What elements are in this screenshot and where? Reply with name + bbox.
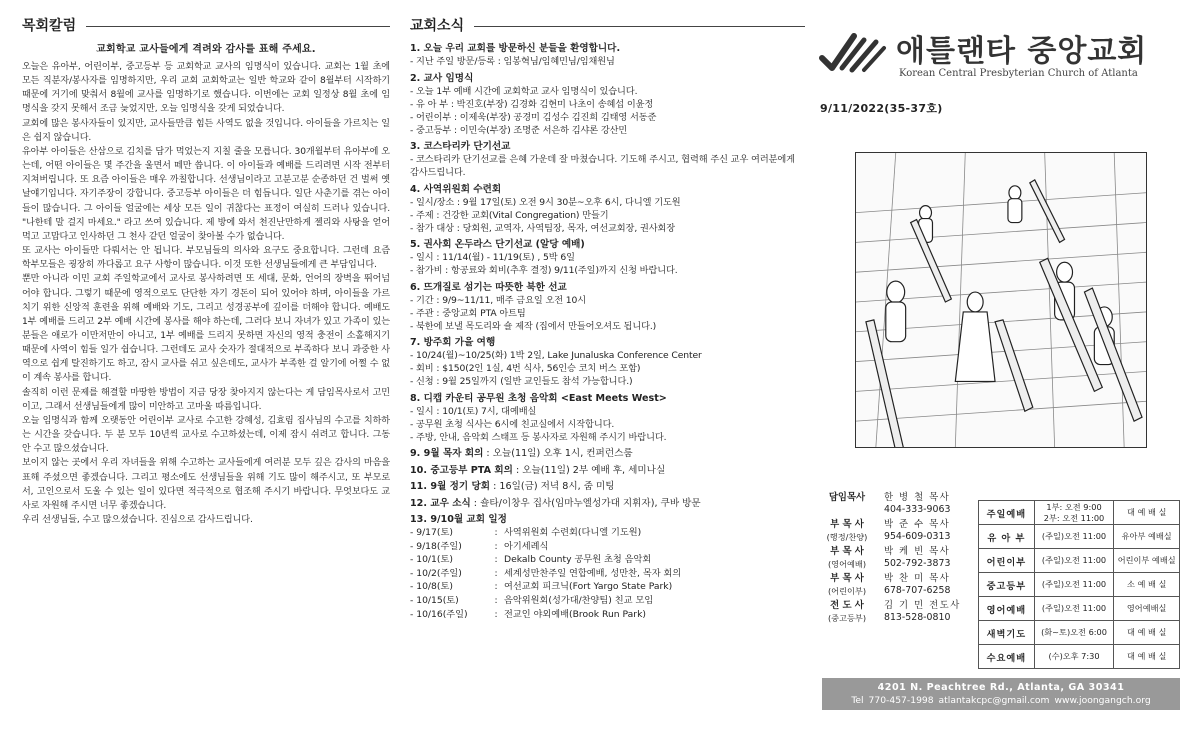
worship-place: 영어예배실 (1114, 597, 1180, 621)
news-item-line: - 공무원 초청 식사는 6시에 친교실에서 시작합니다. (410, 418, 615, 430)
schedule-event: 음악위원회(성가대/찬양팀) 친교 모임 (504, 594, 654, 606)
news-item-title: 2. 교사 임명식 (410, 72, 474, 84)
staff-role (818, 600, 876, 624)
staff-role-title: 담임목사 (828, 492, 866, 503)
staff-role-title: 부 목 사 (830, 546, 864, 557)
worship-time: (수)오후 7:30 (1034, 645, 1114, 669)
staff-role-title: 부 목 사 (830, 519, 864, 530)
worship-row (979, 525, 1180, 549)
staff-entry (818, 546, 968, 570)
news-item-line: - 주방, 안내, 음악회 스태프 등 봉사자로 자원해 주시기 바랍니다. (410, 431, 667, 443)
staff-contact (876, 519, 950, 543)
news-item-title: 5. 권사회 온두라스 단기선교 (알당 예배) (410, 239, 585, 250)
news-item-title (410, 480, 805, 493)
worship-place: 유아부 예배실 (1114, 525, 1180, 549)
worship-row (979, 645, 1180, 669)
news-item-title (410, 497, 805, 510)
news-item (410, 140, 805, 179)
news-item-line: - 일시 : 11/14(월) - 11/19(토) , 5박 6일 (410, 252, 575, 263)
staff-name: 박 찬 미 목사 (884, 573, 951, 584)
article-paragraph: 교회에 많은 봉사자들이 있지만, 교사들만큼 힘든 사역도 없을 것입니다. 아이들을 가르치는 일은 쉽지 않습니다. (22, 118, 390, 143)
article-title: 교회학교 교사들에게 격려와 감사를 표해 주세요. (96, 44, 316, 55)
news-item-line: - 어린이부 : 이제욱(부장) 공경미 김성수 김진희 김태영 서동준 (410, 111, 657, 123)
news-item-title-text: 10. 중고등부 PTA 회의 (410, 464, 513, 476)
news-item (410, 497, 805, 510)
schedule-separator: : (494, 594, 498, 606)
staff-contact (876, 492, 950, 516)
pastoral-column-heading: 목회칼럼 (22, 18, 77, 34)
staff-role-title: 부 목 사 (830, 573, 864, 584)
worship-name: 어린이부 (979, 549, 1035, 573)
schedule-row (410, 567, 681, 581)
phone-number: Tel 770-457-1998 (851, 695, 934, 706)
news-item (410, 447, 805, 460)
news-item-line: - 참가비 : 항공료와 회비(추후 결정) 9/11(주일)까지 신청 바랍니다. (410, 265, 678, 276)
staff-entry (818, 519, 968, 543)
staff-contact (876, 600, 961, 624)
staff-role-title: 전 도 사 (830, 600, 864, 611)
news-item (410, 480, 805, 493)
staff-name: 한 병 철 목사 (884, 492, 951, 503)
schedule-date: - 10/1(토) (410, 554, 453, 566)
worship-name: 중고등부 (979, 573, 1035, 597)
news-item-line: - 오늘 1부 예배 시간에 교회학교 교사 임명식이 있습니다. (410, 85, 638, 97)
staff-name: 김 기 민 전도사 (884, 600, 961, 611)
staff-phone: 678-707-6258 (884, 585, 951, 596)
footer-contact-bar (822, 678, 1180, 710)
staff-phone: 954-609-0313 (884, 531, 951, 542)
news-item (410, 42, 805, 68)
church-schedule-table (410, 526, 681, 621)
section-heading (22, 14, 390, 36)
news-item (410, 183, 805, 235)
worship-schedule-table (978, 500, 1180, 669)
schedule-event: 여선교회 피크닉(Fort Yargo State Park) (504, 581, 673, 593)
news-item-line: - 유 아 부 : 박진호(부장) 김경화 김현미 나초이 송혜섭 이윤정 (410, 98, 654, 110)
email-link[interactable]: atlantakcpc@gmail.com (938, 695, 1050, 706)
article-paragraph: 오늘 임명식과 함께 오랫동안 어린이부 교사로 수고한 강혜성, 김효림 집사님의 수고를 치하하는 시간을 갖습니다. 두 분 모두 10년씩 교사로 수고하셨는데, 이제 잠시 쉬려고 합니다. 그동안 수고 많으셨습니다. (22, 415, 390, 455)
worship-place: 대 예 배 실 (1114, 621, 1180, 645)
article-paragraph: 우리 선생님들, 수고 많으셨습니다. 진심으로 감사드립니다. (22, 515, 253, 525)
worship-place: 소 예 배 실 (1114, 573, 1180, 597)
staff-role-dept: (행정/찬양) (826, 532, 868, 542)
worship-row (979, 621, 1180, 645)
news-item-title: 3. 코스타리카 단기선교 (410, 141, 511, 152)
worship-row (979, 573, 1180, 597)
schedule-date: - 9/18(주일) (410, 540, 462, 552)
worship-time: (주일)오전 11:00 (1034, 549, 1114, 573)
news-item-line: - 신청 : 9월 25일까지 (일반 교인들도 참석 가능합니다.) (410, 376, 633, 387)
worship-name: 주일예배 (979, 501, 1035, 525)
worship-time: (주일)오전 11:00 (1034, 597, 1114, 621)
church-name-english: Korean Central Presbyterian Church of Atlanta (899, 68, 1138, 79)
schedule-event: 아기세례식 (504, 540, 549, 552)
news-item (410, 513, 805, 621)
section-heading (410, 14, 805, 36)
news-item-title (410, 447, 805, 460)
news-item-title: 7. 방주회 가을 여행 (410, 337, 496, 348)
worship-time: (주일)오전 11:00 (1034, 573, 1114, 597)
schedule-separator: : (494, 540, 498, 552)
article-paragraph: 보이지 않는 곳에서 우리 자녀들을 위해 수고하는 교사들에게 여러분 모두 깊은 감사의 마음을 표해 주셨으면 좋겠습니다. 그리고 평소에도 선생님들을 위해 기도 많이 해주시고, 또 부모로서, 고인으로서 도울 수 있는 일이 있다면 적극적으로 협조해 주시기 바랍니다. 무엇보다도 교사로 자원해 주시면 너무 좋겠습니다. (22, 458, 390, 511)
article-paragraph: 또 교사는 아이들만 다뤄서는 안 됩니다. 부모님들의 의사와 요구도 중요합니다. 그런데 요즘 학부모들은 굉장히 까다롭고 요구 사항이 많습니다. 이것 또한 선생님들에게 큰 부담입니다. (22, 246, 390, 271)
staff-role-dept: (중고등부) (827, 613, 867, 623)
contact-line (822, 695, 1180, 707)
article-paragraph: 솔직히 이런 문제를 해결할 마땅한 방법이 지금 당장 찾아지지 않는다는 게 담임목사로서 고민이고, 그래서 선생님들에게 많이 미안하고 고마울 따름입니다. (22, 387, 390, 412)
website-link[interactable]: www.joongangch.org (1054, 695, 1151, 706)
news-item-title: 13. 9/10월 교회 일정 (410, 514, 507, 525)
news-item-title (410, 464, 805, 477)
schedule-date: - 10/16(주일) (410, 608, 468, 620)
cartoon-pencils (866, 180, 1142, 447)
news-list (410, 42, 805, 621)
news-item-line: - 10/24(월)~10/25(화) 1박 2일, Lake Junaluska Conference Center (410, 350, 702, 361)
pastoral-column (22, 14, 390, 527)
staff-phone: 813-528-0810 (884, 612, 951, 623)
news-item (410, 464, 805, 477)
article-paragraph: 오늘은 유아부, 어린이부, 중고등부 등 교회학교 교사의 임명식이 있습니다. 교회는 1월 초에 모든 직분자/봉사자를 임명하지만, 우리 교회 교회학교는 일반 학교와 같이 8월부터 시작하기 때문에 거기에 맞춰서 8월에 교사를 임명하기로 했습니다. 이번에는 교회 일정상 8월 초에 임명식을 갖지 못해서 조금 늦었지만, 오늘 임명식을 갖게 되었습니다. (22, 62, 390, 115)
worship-time-line: 2부: 오전 11:00 (1043, 512, 1105, 523)
church-name: 애틀랜타 중앙교회 (896, 34, 1148, 69)
news-item-detail: : 숄타/이창우 집사(임마누엘성가대 지휘자), 쿠바 방문 (470, 497, 701, 509)
news-item (410, 392, 805, 444)
news-item-title: 1. 오늘 우리 교회를 방문하신 분들을 환영합니다. (410, 43, 621, 54)
staff-role (818, 519, 876, 543)
news-item (410, 238, 805, 277)
news-item-title: 4. 사역위원회 수련회 (410, 183, 502, 195)
church-news-column (410, 14, 805, 625)
cartoon-illustration (855, 152, 1147, 448)
staff-role-dept: (영어예배) (827, 559, 867, 569)
schedule-event: 사역위원회 수련회(다니엘 기도원) (504, 527, 642, 538)
news-item-line: - 주제 : 건강한 교회(Vital Congregation) 만들기 (410, 209, 609, 221)
staff-contact (876, 546, 950, 570)
worship-place: 어린이부 예배실 (1114, 549, 1180, 573)
schedule-row (410, 580, 681, 594)
staff-name: 박 케 빈 목사 (884, 546, 951, 557)
schedule-row (410, 553, 681, 567)
news-item-title-text: 9. 9월 목자 회의 (410, 448, 484, 459)
staff-phone: 502-792-3873 (884, 558, 951, 569)
news-item (410, 281, 805, 333)
news-item-detail: : 오늘(11일) 오후 1시, 컨퍼런스룸 (483, 448, 633, 459)
schedule-event: 전교인 야외예배(Brook Run Park) (504, 608, 646, 620)
worship-row (979, 549, 1180, 573)
news-item-title: 8. 디캡 카운티 공무원 초청 음악회 <East Meets West> (410, 392, 667, 404)
issue-date: 9/11/2022(35-37호) (820, 102, 943, 115)
schedule-separator: : (494, 567, 498, 579)
worship-place: 대 예 배 실 (1114, 501, 1180, 525)
worship-time-line: 1부: 오전 9:00 (1046, 501, 1102, 512)
news-item-line: - 일시/장소 : 9월 17일(토) 오전 9시 30분~오후 6시, 다니엘 기도원 (410, 196, 681, 208)
schedule-separator: : (494, 554, 498, 566)
news-item-line: - 일시 : 10/1(토) 7시, 대예배실 (410, 405, 537, 417)
news-item-title-text: 12. 교우 소식 (410, 497, 471, 509)
news-item (410, 336, 805, 388)
staff-directory (818, 492, 968, 627)
worship-name: 영어예배 (979, 597, 1035, 621)
news-item-line: - 지난 주일 방문/등록 : 임봉혁님/임혜민님/임채원님 (410, 56, 615, 67)
staff-role (818, 492, 876, 516)
news-item-line: - 회비 : $150(2인 1실, 4번 식사, 56인승 코치 버스 포함) (410, 363, 641, 374)
schedule-date: - 9/17(토) (410, 527, 453, 538)
news-item-line: - 주관 : 중앙교회 PTA 아트팀 (410, 307, 526, 319)
worship-name: 새벽기도 (979, 621, 1035, 645)
worship-place: 대 예 배 실 (1114, 645, 1180, 669)
schedule-date: - 10/8(토) (410, 581, 453, 593)
schedule-row (410, 594, 681, 608)
worship-time: (화~토)오전 6:00 (1034, 621, 1114, 645)
article-body (22, 60, 390, 527)
church-news-heading: 교회소식 (410, 18, 465, 34)
staff-name: 박 준 수 목사 (884, 519, 951, 530)
schedule-separator: : (494, 527, 498, 538)
worship-time (1034, 501, 1114, 525)
staff-phone: 404-333-9063 (884, 504, 951, 515)
church-brand (818, 20, 1178, 90)
news-item-line: - 기간 : 9/9~11/11, 매주 금요일 오전 10시 (410, 294, 587, 306)
schedule-row (410, 608, 681, 622)
staff-contact (876, 573, 950, 597)
news-item-detail: : 오늘(11일) 2부 예배 후, 세미나실 (512, 464, 666, 476)
news-item-title-text: 11. 9월 정기 당회 (410, 481, 491, 492)
schedule-row (410, 540, 681, 554)
heading-rule (86, 26, 390, 27)
news-item-line: - 참가 대상 : 당회원, 교역자, 사역팀장, 목자, 여선교회장, 권사회장 (410, 222, 676, 234)
staff-entry (818, 492, 968, 516)
schedule-event: Dekalb County 공무원 초청 음악회 (504, 554, 652, 566)
staff-role-dept: (어린이부) (827, 586, 867, 596)
news-item-detail: : 16일(금) 저녁 8시, 줌 미팅 (490, 481, 615, 492)
schedule-row (410, 526, 681, 540)
heading-rule (474, 26, 805, 27)
worship-time: (주일)오전 11:00 (1034, 525, 1114, 549)
staff-entry (818, 600, 968, 624)
news-item (410, 72, 805, 137)
staff-role (818, 546, 876, 570)
news-item-line: - 코스타리카 단기선교를 은혜 가운데 잘 마쳤습니다. 기도해 주시고, 협력해 주신 교우 여러분에게 감사드립니다. (410, 154, 795, 178)
schedule-separator: : (494, 581, 498, 593)
church-logo-icon (818, 28, 888, 76)
schedule-event: 세계성만찬주일 연합예배, 성만찬, 목자 회의 (504, 567, 682, 579)
article-paragraph: 유아부 아이들은 산삼으로 김치를 담가 먹었는지 지칠 줄을 모릅니다. 30개월부터 유아부에 오는데, 어떤 아이들은 몇 주간을 울면서 떼만 씁니다. 이 아이들과 예배를 드리려면 시작 전부터 지쳐버립니다. 또 요즘 아이들은 매우 까칠합니다. 선생님이라고 고분고분 순종하던 건 벌써 옛날얘기입니다. 자기주장이 강합니다. 중고등부 아이들은 더 힘듭니다. 일단 사춘기를 겪는 아이들이 많습니다. 그 아이들 얼굴에는 세상 모든 일이 귀찮다는 표정이 여실히 드러나 있습니다. "나한테 말 걸지 마세요." 라고 쓰여 있습니다. 제 방에 와서 천진난만하게 젤리와 사탕을 얻어먹고 고맙다고 인사하던 그 천사 같던 얼굴이 찾아볼 수가 없습니다. (22, 146, 390, 242)
article-paragraph: 뿐만 아니라 이민 교회 주일학교에서 교사로 봉사하려면 또 세대, 문화, 언어의 장벽을 뛰어넘어야 합니다. 그렇기 때문에 영적으로도 단단한 자기 경돈이 되어 있어야 하며, 아이들을 가르치기 위한 신앙적 훈련을 위해 예배와 기도, 그리고 성경공부에 깊이를 더해야 합니다. 예배도 1부 예배를 드리고 2부 예배 시간에 봉사를 해야 하는데, 그러다 보니 자녀가 있고 가족이 있는 분들은 애로가 이만저만이 아니고, 1부 예배를 드리지 못하면 자신의 영적 충전이 소홀해지기 때문에 사역이 힘들 일가 쉽습니다. 그런데도 교사 숫자가 절대적으로 부족하다 보니 과중한 사역으로 쉽게 탈진하기도 하고, 잠시 교사를 쉬고 싶은데도, 교사가 부족한 걸 알기에 어쩔 수 없이 계속 봉사를 합니다. (22, 274, 390, 384)
church-address: 4201 N. Peachtree Rd., Atlanta, GA 30341 (877, 682, 1125, 693)
schedule-separator: : (494, 608, 498, 620)
schedule-date: - 10/15(토) (410, 594, 459, 606)
news-item-line: - 북한에 보낼 목도리와 숄 제작 (집에서 만들어오셔도 됩니다.) (410, 320, 657, 332)
staff-entry (818, 573, 968, 597)
worship-row (979, 597, 1180, 621)
news-item-line: - 중고등부 : 이민숙(부장) 조명준 서은하 김샤론 강산민 (410, 124, 628, 136)
schedule-date: - 10/2(주일) (410, 567, 462, 579)
news-item-title: 6. 뜨개질로 섬기는 따뜻한 북한 선교 (410, 281, 567, 293)
worship-name: 유 아 부 (979, 525, 1035, 549)
worship-row (979, 501, 1180, 525)
staff-role (818, 573, 876, 597)
worship-name: 수요예배 (979, 645, 1035, 669)
cartoon-drawing (856, 153, 1146, 447)
